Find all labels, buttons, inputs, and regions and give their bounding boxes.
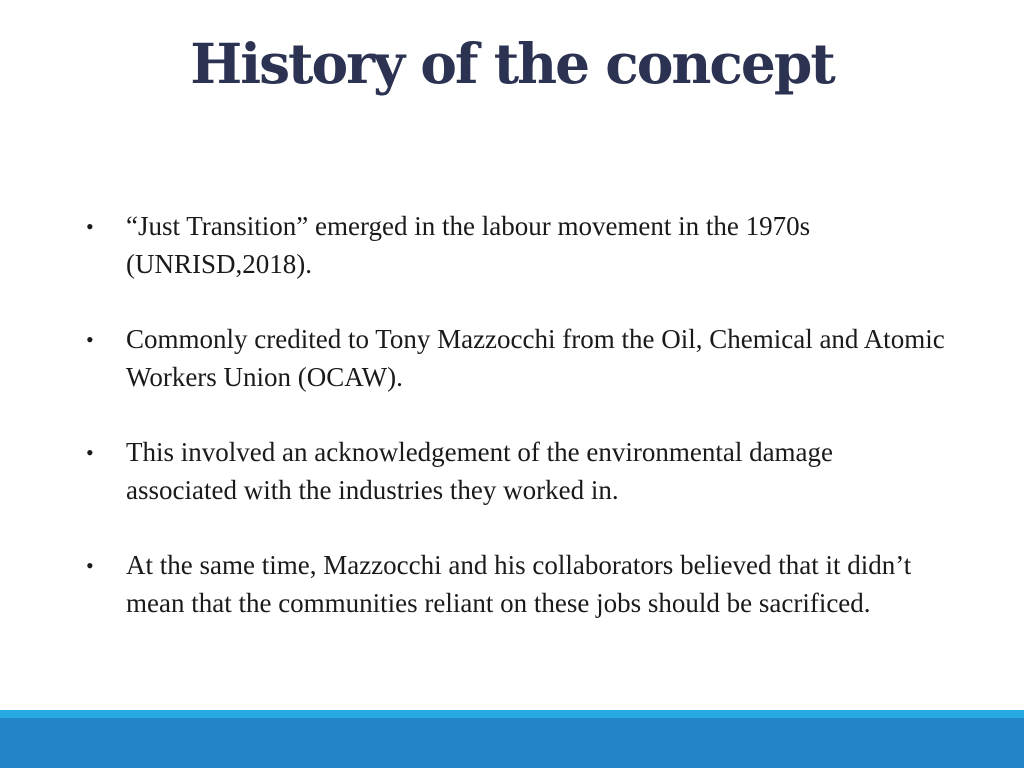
bullet-dot-icon: • [86, 327, 94, 352]
slide-title: History of the concept [190, 31, 834, 96]
bullet-list [86, 208, 946, 660]
footer-stripe-dark [0, 718, 1024, 768]
bullet-text-4: At the same time, Mazzocchi and his collaborators believed that it didn’t mean that the communities reliant on these jobs should be sacrificed. [126, 550, 912, 618]
bullet-item-4 [86, 547, 946, 622]
bullet-item-3 [86, 434, 946, 509]
bullet-dot-icon: • [86, 214, 94, 239]
bullet-item-2 [86, 321, 946, 396]
bullet-text-3: This involved an acknowledgement of the environmental damage associated with the industries they worked in. [126, 437, 834, 505]
bullet-text-2: Commonly credited to Tony Mazzocchi from the Oil, Chemical and Atomic Workers Union (OCAW). [126, 324, 945, 392]
footer-stripe-light [0, 710, 1024, 718]
bullet-item-1 [86, 208, 946, 283]
footer-bar [0, 710, 1024, 768]
bullet-dot-icon: • [86, 440, 94, 465]
bullet-text-1: “Just Transition” emerged in the labour movement in the 1970s (UNRISD,2018). [126, 211, 811, 279]
bullet-dot-icon: • [86, 553, 94, 578]
